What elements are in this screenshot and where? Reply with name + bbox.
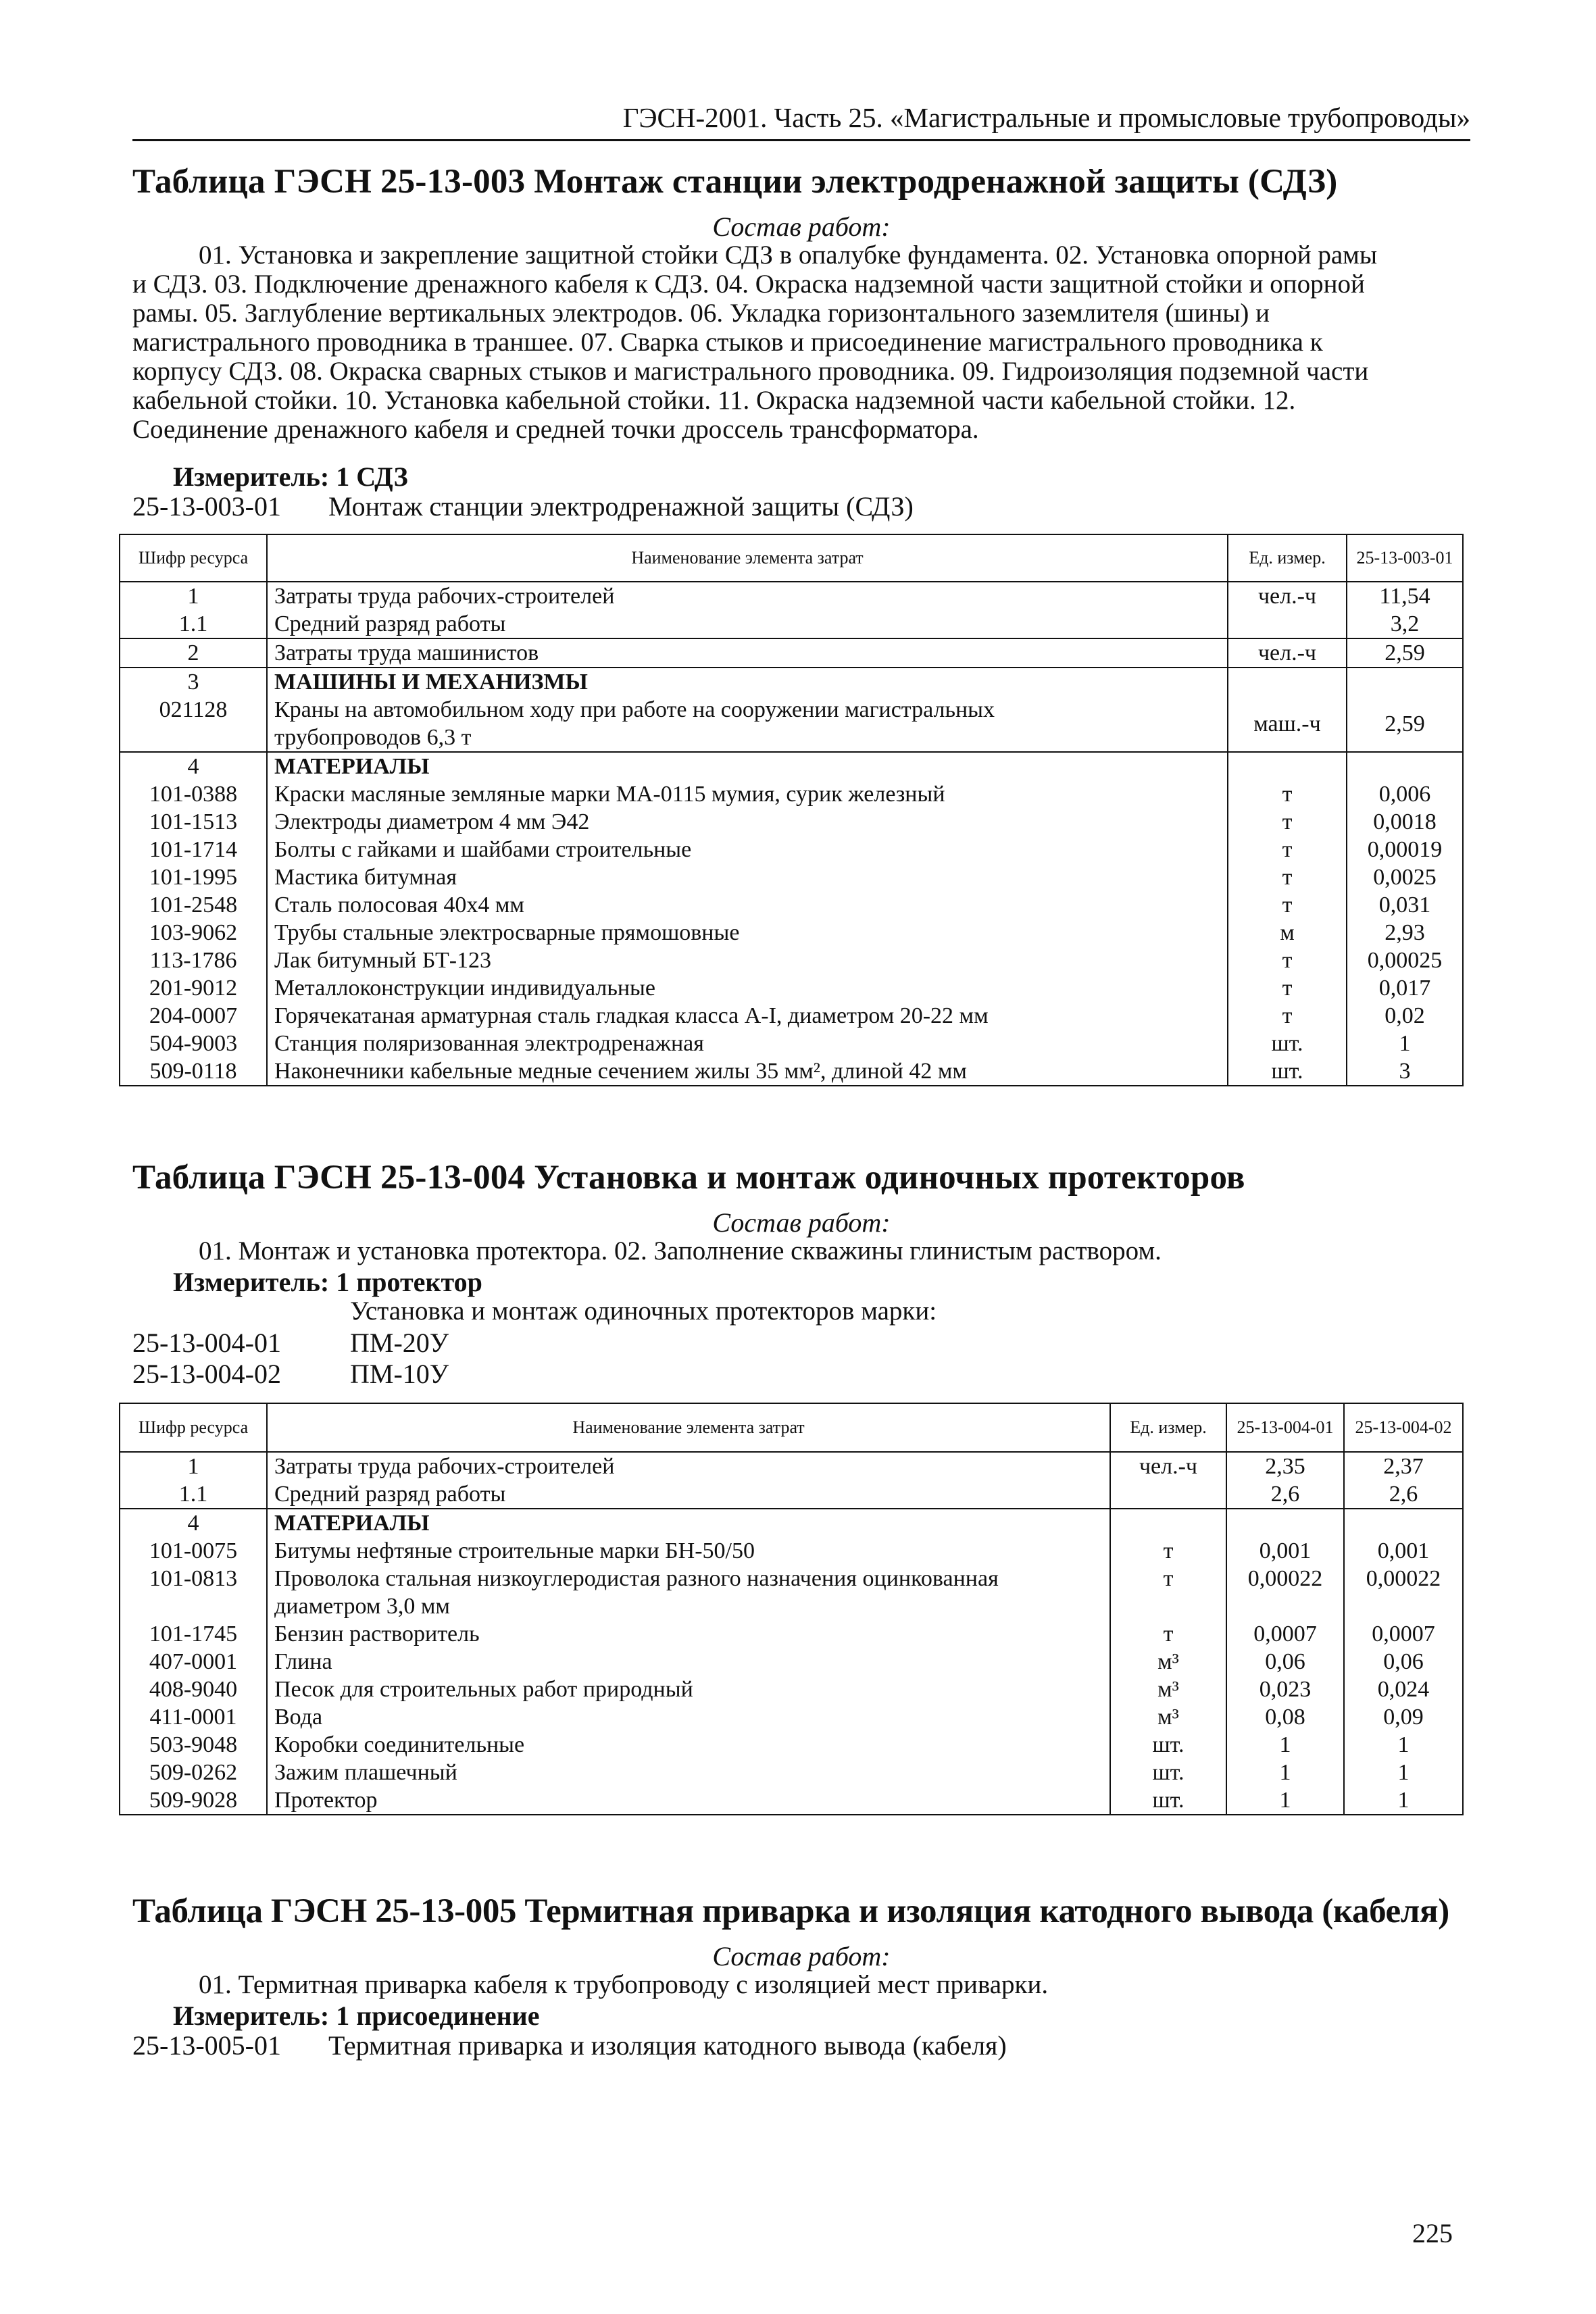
cell-unit: шт. [1228, 1030, 1347, 1057]
col-value-1-header: 25-13-004-01 [1226, 1403, 1344, 1452]
table-row [120, 836, 1463, 863]
table-row [120, 780, 1463, 808]
table-003-code-desc: Монтаж станции электродренажной защиты (СДЗ) [328, 491, 914, 522]
cell-name: МАТЕРИАЛЫ [267, 752, 1228, 780]
col-unit-header: Ед. измер. [1110, 1403, 1226, 1452]
table-row [120, 1030, 1463, 1057]
cell-code: 101-2548 [120, 891, 267, 919]
table-row [120, 1565, 1463, 1620]
cell-value-1: 0,001 [1226, 1537, 1344, 1565]
cell-code: 101-1995 [120, 863, 267, 891]
cell-code: 1 [120, 582, 267, 610]
cell-value-2: 0,09 [1344, 1703, 1463, 1731]
cell-unit: т [1228, 808, 1347, 836]
table-004-intro: Установка и монтаж одиночных протекторов марки: [350, 1297, 937, 1326]
works-line: и СДЗ. 03. Подключение дренажного кабеля к СДЗ. 04. Окраска надземной части защитной стойки и опорной [132, 270, 1365, 299]
cell-name: Краны на автомобильном ходу при работе на сооружении магистральных трубопроводов 6,3 т [267, 696, 1228, 752]
cell-unit: м³ [1110, 1676, 1226, 1703]
table-row [120, 947, 1463, 974]
table-003-header-row [120, 534, 1463, 582]
cell-code: 407-0001 [120, 1648, 267, 1676]
cell-name: Краски масляные земляные марки МА-0115 мумия, сурик железный [267, 780, 1228, 808]
table-005-code: 25-13-005-01 [132, 2030, 281, 2061]
cell-value: 2,59 [1347, 696, 1463, 752]
cell-unit: т [1110, 1620, 1226, 1648]
cell-value-1: 0,023 [1226, 1676, 1344, 1703]
cell-unit: т [1228, 780, 1347, 808]
col-name-header: Наименование элемента затрат [267, 534, 1228, 582]
cell-name: Наконечники кабельные медные сечением жилы 35 мм², длиной 42 мм [267, 1057, 1228, 1086]
cell-name: МАТЕРИАЛЫ [267, 1509, 1110, 1537]
cell-value-2: 0,00022 [1344, 1565, 1463, 1620]
cell-code: 101-1714 [120, 836, 267, 863]
cell-value-2: 1 [1344, 1786, 1463, 1815]
cell-value-2: 1 [1344, 1759, 1463, 1786]
cell-value-1: 0,00022 [1226, 1565, 1344, 1620]
cell-unit [1110, 1509, 1226, 1537]
col-code-header: Шифр ресурса [120, 1403, 267, 1452]
cell-name: Средний разряд работы [267, 610, 1228, 638]
page-number: 225 [1412, 2218, 1453, 2248]
table-row [120, 1057, 1463, 1086]
table-row [120, 582, 1463, 610]
cell-value-2: 0,0007 [1344, 1620, 1463, 1648]
table-row [120, 974, 1463, 1002]
cell-name: Металлоконструкции индивидуальные [267, 974, 1228, 1002]
cell-value-2: 1 [1344, 1731, 1463, 1759]
table-003-grid [119, 534, 1464, 1086]
table-005-works [132, 1970, 1470, 1999]
cell-unit [1228, 610, 1347, 638]
table-005-title: Таблица ГЭСН 25-13-005 Термитная приварка и изоляция катодного вывода (кабеля) [132, 1892, 1449, 1930]
cell-unit: м³ [1110, 1703, 1226, 1731]
cell-value-1: 1 [1226, 1731, 1344, 1759]
table-003-code: 25-13-003-01 [132, 491, 281, 522]
cell-value-2: 0,024 [1344, 1676, 1463, 1703]
cell-code: 101-1513 [120, 808, 267, 836]
table-004-measure: Измеритель: 1 протектор [173, 1267, 482, 1297]
table-row [120, 891, 1463, 919]
cell-code: 408-9040 [120, 1676, 267, 1703]
cell-value: 0,00025 [1347, 947, 1463, 974]
cell-name: Затраты труда машинистов [267, 638, 1228, 668]
header-rule [132, 139, 1470, 141]
cell-code: 201-9012 [120, 974, 267, 1002]
cell-value: 0,00019 [1347, 836, 1463, 863]
cell-value-2: 2,6 [1344, 1480, 1463, 1509]
table-row [120, 1620, 1463, 1648]
cell-value-1: 1 [1226, 1786, 1344, 1815]
cell-code: 504-9003 [120, 1030, 267, 1057]
cell-unit: чел.-ч [1228, 638, 1347, 668]
table-row [120, 638, 1463, 668]
works-line: 01. Установка и закрепление защитной стойки СДЗ в опалубке фундамента. 02. Установка опорной рамы [199, 241, 1378, 270]
cell-value: 11,54 [1347, 582, 1463, 610]
table-003-sostav: Состав работ: [712, 211, 891, 242]
cell-value: 0,006 [1347, 780, 1463, 808]
cell-value: 0,0025 [1347, 863, 1463, 891]
cell-unit: т [1228, 891, 1347, 919]
cell-name: Вода [267, 1703, 1110, 1731]
cell-unit: м [1228, 919, 1347, 947]
table-row [120, 1452, 1463, 1480]
cell-name: Трубы стальные электросварные прямошовные [267, 919, 1228, 947]
cell-unit: шт. [1110, 1786, 1226, 1815]
works-line: 01. Термитная приварка кабеля к трубопроводу с изоляцией мест приварки. [199, 1970, 1049, 1999]
table-row [120, 1703, 1463, 1731]
cell-name: Болты с гайками и шайбами строительные [267, 836, 1228, 863]
cell-code: 503-9048 [120, 1731, 267, 1759]
cell-code: 101-1745 [120, 1620, 267, 1648]
cell-value-1: 0,08 [1226, 1703, 1344, 1731]
table-row [120, 752, 1463, 780]
cell-unit [1228, 668, 1347, 696]
cell-value: 0,031 [1347, 891, 1463, 919]
table-004-sostav: Состав работ: [712, 1207, 891, 1238]
cell-name: Затраты труда рабочих-строителей [267, 1452, 1110, 1480]
cell-value: 1 [1347, 1030, 1463, 1057]
table-003-measure: Измеритель: 1 СДЗ [173, 461, 408, 492]
cell-unit: т [1228, 947, 1347, 974]
cell-code: 1 [120, 1452, 267, 1480]
table-004-title: Таблица ГЭСН 25-13-004 Установка и монтаж одиночных протекторов [132, 1159, 1245, 1197]
cell-name: Горячекатаная арматурная сталь гладкая класса A-I, диаметром 20-22 мм [267, 1002, 1228, 1030]
cell-unit [1228, 752, 1347, 780]
cell-value-1: 1 [1226, 1759, 1344, 1786]
table-row [120, 808, 1463, 836]
cell-name: Станция поляризованная электродренажная [267, 1030, 1228, 1057]
cell-name: Мастика битумная [267, 863, 1228, 891]
cell-value: 0,0018 [1347, 808, 1463, 836]
cell-value-1: 0,06 [1226, 1648, 1344, 1676]
col-value-header: 25-13-003-01 [1347, 534, 1463, 582]
cell-code: 113-1786 [120, 947, 267, 974]
works-line: кабельной стойки. 10. Установка кабельной стойки. 11. Окраска надземной части кабельной стойки. 12. [132, 386, 1296, 415]
running-header: ГЭСН-2001. Часть 25. «Магистральные и промысловые трубопроводы» [622, 102, 1470, 133]
table-005-sostav: Состав работ: [712, 1941, 891, 1971]
cell-value-2: 0,001 [1344, 1537, 1463, 1565]
works-line: магистрального проводника в траншее. 07. Сварка стыков и присоединение магистрального проводника к [132, 328, 1323, 357]
cell-code: 1.1 [120, 610, 267, 638]
cell-name: Зажим плашечный [267, 1759, 1110, 1786]
cell-value-2 [1344, 1509, 1463, 1537]
cell-value: 2,93 [1347, 919, 1463, 947]
cell-code: 021128 [120, 696, 267, 752]
cell-name: Песок для строительных работ природный [267, 1676, 1110, 1703]
cell-value-1: 0,0007 [1226, 1620, 1344, 1648]
col-code-header: Шифр ресурса [120, 534, 267, 582]
works-line: Соединение дренажного кабеля и средней точки дроссель трансформатора. [132, 415, 979, 444]
cell-unit: шт. [1110, 1759, 1226, 1786]
table-004-grid [119, 1403, 1464, 1815]
cell-code: 4 [120, 752, 267, 780]
table-row [120, 1759, 1463, 1786]
cell-value: 3,2 [1347, 610, 1463, 638]
cell-unit: чел.-ч [1228, 582, 1347, 610]
cell-name: Лак битумный БТ-123 [267, 947, 1228, 974]
cell-name: МАШИНЫ И МЕХАНИЗМЫ [267, 668, 1228, 696]
cell-unit: м³ [1110, 1648, 1226, 1676]
cell-value: 3 [1347, 1057, 1463, 1086]
works-line: рамы. 05. Заглубление вертикальных электродов. 06. Укладка горизонтального заземлителя (шины) и [132, 299, 1270, 328]
cell-unit: т [1228, 836, 1347, 863]
table-003-works [132, 241, 1470, 444]
table-row [120, 1002, 1463, 1030]
table-row [120, 1509, 1463, 1537]
cell-code: 2 [120, 638, 267, 668]
cell-value-1: 2,6 [1226, 1480, 1344, 1509]
cell-unit: т [1110, 1565, 1226, 1620]
table-004-header-row [120, 1403, 1463, 1452]
table-row [120, 863, 1463, 891]
works-line: 01. Монтаж и установка протектора. 02. Заполнение скважины глинистым раствором. [199, 1236, 1162, 1265]
cell-name: Битумы нефтяные строительные марки БН-50/50 [267, 1537, 1110, 1565]
cell-unit: шт. [1110, 1731, 1226, 1759]
cell-code: 509-9028 [120, 1786, 267, 1815]
cell-unit: маш.-ч [1228, 696, 1347, 752]
cell-name: Проволока стальная низкоуглеродистая разного назначения оцинкованная диаметром 3,0 мм [267, 1565, 1110, 1620]
cell-name: Протектор [267, 1786, 1110, 1815]
table-row [120, 1537, 1463, 1565]
works-line: корпусу СДЗ. 08. Окраска сварных стыков и магистрального проводника. 09. Гидроизоляция подземной части [132, 357, 1369, 386]
cell-unit: чел.-ч [1110, 1452, 1226, 1480]
cell-value [1347, 668, 1463, 696]
cell-name: Сталь полосовая 40х4 мм [267, 891, 1228, 919]
cell-unit: т [1228, 1002, 1347, 1030]
cell-name: Средний разряд работы [267, 1480, 1110, 1509]
table-row [120, 1786, 1463, 1815]
table-005-code-desc: Термитная приварка и изоляция катодного вывода (кабеля) [328, 2030, 1007, 2061]
cell-name: Бензин растворитель [267, 1620, 1110, 1648]
cell-value-2: 0,06 [1344, 1648, 1463, 1676]
table-004-code-2-desc: ПМ-10У [350, 1359, 449, 1389]
cell-code: 3 [120, 668, 267, 696]
cell-code: 509-0262 [120, 1759, 267, 1786]
cell-name: Электроды диаметром 4 мм Э42 [267, 808, 1228, 836]
table-row [120, 696, 1463, 752]
cell-code: 4 [120, 1509, 267, 1537]
table-004-code-1: 25-13-004-01 [132, 1328, 281, 1358]
table-row [120, 1480, 1463, 1509]
table-003-title: Таблица ГЭСН 25-13-003 Монтаж станции электродренажной защиты (СДЗ) [132, 163, 1338, 201]
table-row [120, 1676, 1463, 1703]
table-row [120, 1648, 1463, 1676]
table-004-code-2: 25-13-004-02 [132, 1359, 281, 1389]
cell-value [1347, 752, 1463, 780]
table-row [120, 919, 1463, 947]
col-unit-header: Ед. измер. [1228, 534, 1347, 582]
cell-code: 101-0388 [120, 780, 267, 808]
cell-unit [1110, 1480, 1226, 1509]
table-004-code-1-desc: ПМ-20У [350, 1328, 449, 1358]
cell-code: 411-0001 [120, 1703, 267, 1731]
cell-value-1 [1226, 1509, 1344, 1537]
table-004-works [132, 1236, 1470, 1265]
cell-code: 1.1 [120, 1480, 267, 1509]
cell-code: 101-0813 [120, 1565, 267, 1620]
cell-code: 101-0075 [120, 1537, 267, 1565]
col-name-header: Наименование элемента затрат [267, 1403, 1110, 1452]
col-value-2-header: 25-13-004-02 [1344, 1403, 1463, 1452]
cell-value-2: 2,37 [1344, 1452, 1463, 1480]
cell-unit: т [1228, 863, 1347, 891]
cell-unit: т [1228, 974, 1347, 1002]
cell-unit: шт. [1228, 1057, 1347, 1086]
cell-name: Затраты труда рабочих-строителей [267, 582, 1228, 610]
table-row [120, 610, 1463, 638]
cell-name: Коробки соединительные [267, 1731, 1110, 1759]
cell-code: 103-9062 [120, 919, 267, 947]
cell-unit: т [1110, 1537, 1226, 1565]
cell-code: 204-0007 [120, 1002, 267, 1030]
table-row [120, 668, 1463, 696]
cell-value: 0,017 [1347, 974, 1463, 1002]
cell-value: 0,02 [1347, 1002, 1463, 1030]
cell-value-1: 2,35 [1226, 1452, 1344, 1480]
table-row [120, 1731, 1463, 1759]
cell-name: Глина [267, 1648, 1110, 1676]
cell-code: 509-0118 [120, 1057, 267, 1086]
table-005-measure: Измеритель: 1 присоединение [173, 2001, 540, 2031]
cell-value: 2,59 [1347, 638, 1463, 668]
